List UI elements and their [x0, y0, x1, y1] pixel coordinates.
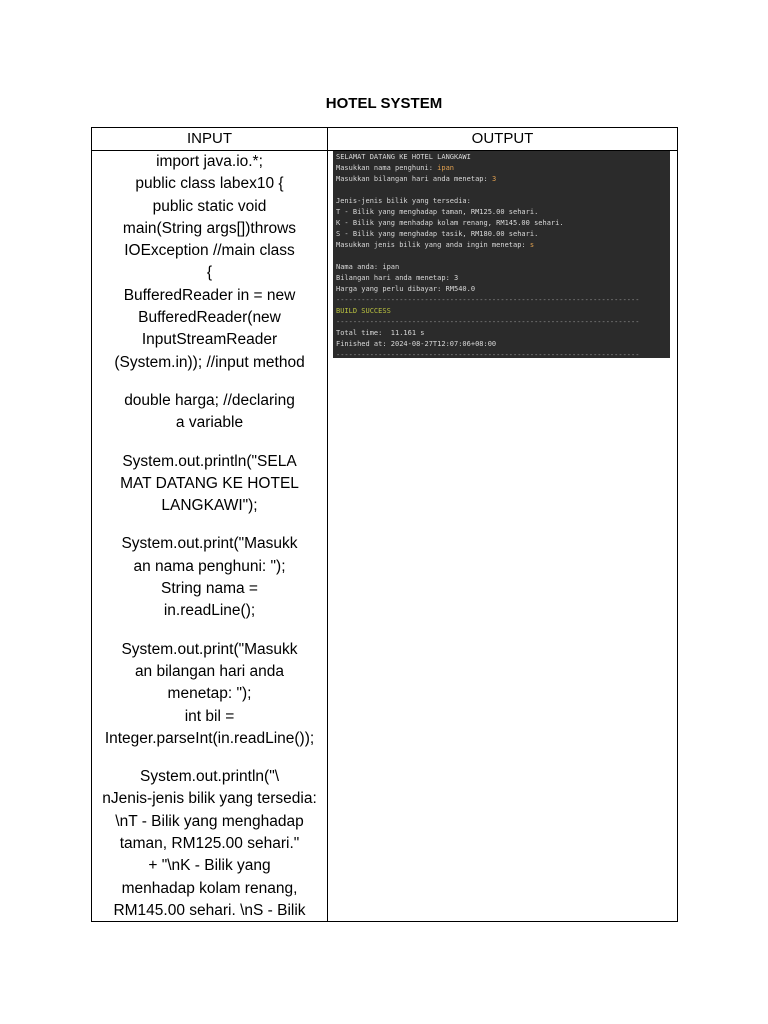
code-line: in.readLine(); — [163, 602, 256, 620]
code-line: main(String args[])throws — [122, 219, 297, 237]
console-user-input: s — [529, 241, 535, 249]
code-line: Integer.parseInt(in.readLine()); — [104, 729, 315, 747]
code-block — [92, 151, 327, 374]
console-text: Masukkan jenis bilik yang anda ingin menetap: — [336, 241, 530, 249]
console-line — [336, 185, 667, 196]
code-block — [92, 390, 327, 435]
code-block — [92, 533, 327, 622]
code-block — [92, 451, 327, 518]
code-line: System.out.print("Masukk — [121, 640, 298, 658]
console-user-input: 3 — [491, 175, 497, 183]
code-line: System.out.print("Masukk — [121, 535, 298, 553]
code-line: RM145.00 sehari. \nS - Bilik — [113, 901, 306, 919]
code-block — [92, 639, 327, 750]
console-line — [336, 339, 667, 350]
document-title: HOTEL SYSTEM — [325, 95, 443, 112]
console-line — [336, 306, 667, 317]
console-line — [336, 229, 667, 240]
console-text: Finished at: 2024-08-27T12:07:06+08:00 — [336, 340, 497, 348]
input-code-cell — [92, 151, 327, 921]
console-text: ------------------------------------------------------------------------ — [336, 351, 640, 358]
code-line: public static void — [152, 197, 267, 215]
code-block — [92, 766, 327, 921]
console-line — [336, 152, 667, 163]
console-line — [336, 240, 667, 251]
hotel-system-table — [91, 127, 678, 922]
code-line: a variable — [175, 414, 244, 432]
console-line — [336, 284, 667, 295]
console-text: Bilangan hari anda menetap: 3 — [336, 274, 459, 282]
code-line: LANGKAWI"); — [161, 497, 258, 515]
console-line — [336, 196, 667, 207]
console-text: T - Bilik yang menghadap taman, RM125.00 sehari. — [336, 208, 539, 216]
output-cell — [328, 151, 677, 921]
code-line: double harga; //declaring — [124, 391, 295, 409]
console-line — [336, 350, 667, 358]
code-line: \nT - Bilik yang menghadap — [115, 812, 304, 830]
console-line — [336, 174, 667, 185]
console-line — [336, 273, 667, 284]
code-line: taman, RM125.00 sehari." — [119, 835, 300, 853]
console-text: BUILD SUCCESS — [336, 307, 391, 315]
code-line: an bilangan hari anda — [134, 662, 285, 680]
console-text: Total time: 11.161 s — [336, 329, 425, 337]
code-line: import java.io.*; — [156, 153, 263, 170]
console-text: S - Bilik yang menghadap tasik, RM180.00 sehari. — [336, 230, 539, 238]
code-line: System.out.println("\ — [139, 768, 280, 786]
console-text: Masukkan bilangan hari anda menetap: — [336, 175, 492, 183]
code-line: BufferedReader in = new — [123, 286, 296, 304]
code-line: menhadap kolam renang, — [121, 879, 298, 897]
console-line — [336, 262, 667, 273]
console-text: Jenis-jenis bilik yang tersedia: — [336, 197, 471, 205]
console-output-screenshot — [333, 151, 670, 358]
code-line: (System.in)); //input method — [114, 353, 305, 371]
console-line — [336, 317, 667, 328]
console-text: SELAMAT DATANG KE HOTEL LANGKAWI — [336, 153, 471, 161]
code-line: nJenis-jenis bilik yang tersedia: — [102, 790, 317, 808]
console-line — [336, 207, 667, 218]
code-line: public class labex10 { — [135, 175, 284, 193]
code-line: an nama penghuni: "); — [133, 557, 286, 575]
console-line — [336, 328, 667, 339]
code-line: menetap: "); — [167, 685, 252, 703]
console-user-input: ipan — [437, 164, 455, 172]
code-line: InputStreamReader — [141, 331, 278, 349]
console-text: K - Bilik yang menhadap kolam renang, RM145.00 sehari. — [336, 219, 564, 227]
code-line: BufferedReader(new — [138, 309, 281, 327]
code-line: MAT DATANG KE HOTEL — [120, 474, 299, 492]
console-text: Masukkan nama penghuni: — [336, 164, 438, 172]
console-text: Nama anda: ipan — [336, 263, 400, 271]
console-line — [336, 295, 667, 306]
console-text: ------------------------------------------------------------------------ — [336, 296, 640, 304]
code-line: + "\nK - Bilik yang — [148, 857, 271, 875]
code-line: { — [206, 264, 213, 282]
code-line: System.out.println("SELA — [122, 452, 297, 470]
console-line — [336, 218, 667, 229]
console-text: Harga yang perlu dibayar: RM540.0 — [336, 285, 476, 293]
code-line: String nama = — [161, 580, 258, 598]
console-line — [336, 163, 667, 174]
code-line: IOException //main class — [124, 242, 295, 260]
input-column-header: INPUT — [187, 130, 232, 147]
console-line — [336, 251, 667, 262]
code-line: int bil = — [184, 707, 235, 725]
console-text: ------------------------------------------------------------------------ — [336, 318, 640, 326]
output-column-header: OUTPUT — [471, 130, 534, 147]
